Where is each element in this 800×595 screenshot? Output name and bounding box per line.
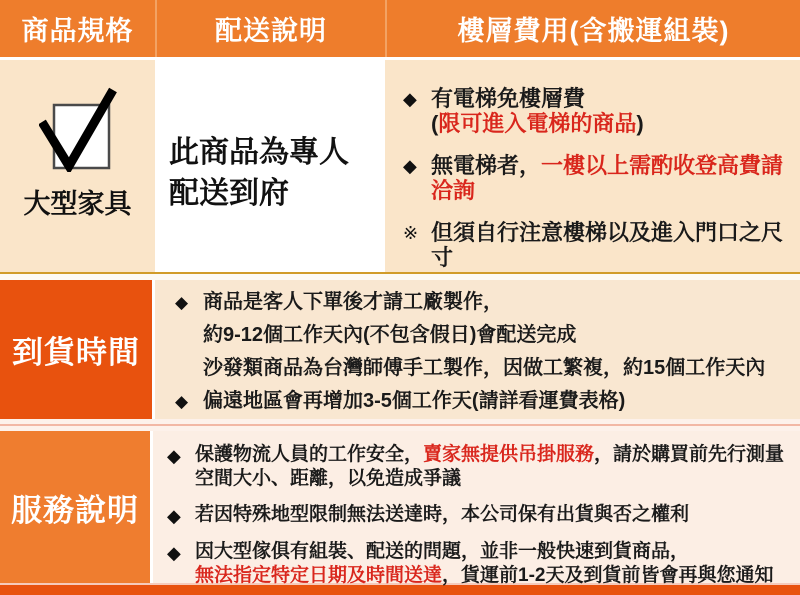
category-label: 大型家具	[23, 189, 132, 219]
floor-fee-cell	[385, 60, 800, 272]
list-item	[175, 286, 800, 319]
text-segment: 此商品為專人	[169, 136, 349, 169]
list-item-text	[431, 86, 796, 136]
text-segment: 因大型傢俱有組裝、配送的問題，並非一般快速到貨商品，	[195, 541, 690, 562]
list-item	[175, 352, 800, 385]
product-spec-cell	[0, 60, 155, 272]
text-segment: 賣家無提供吊掛服務	[423, 444, 595, 465]
header-cell-delivery-info: 配送說明	[155, 0, 385, 57]
text-segment: 偏遠地區會再增加3-5個工作天(請詳看運費表格)	[203, 390, 626, 412]
header-cell-product-spec: 商品規格	[21, 16, 134, 46]
bullet-marker-icon: ◆	[403, 156, 417, 176]
bullet-marker-icon: ◆	[403, 89, 417, 109]
row-divider	[0, 419, 800, 431]
service-notes-row	[0, 431, 800, 586]
list-item	[167, 540, 800, 587]
bullet-marker-icon: ※	[403, 223, 419, 243]
list-item-text	[203, 286, 503, 319]
text-segment: 無法指定特定日期及時間送達	[195, 564, 443, 586]
text-segment: 沙發類商品為台灣師傅手工製作，因做工繁複，約15個工作天內	[203, 357, 766, 379]
text-segment: ，貨運前1-2天及到貨前皆會再與您通知	[442, 564, 774, 586]
text-segment: ，請於購買前先行測量	[594, 444, 785, 465]
text-segment: 洽詢	[431, 178, 476, 203]
text-segment: 無電梯者，	[431, 153, 542, 178]
text-segment: 限可進入電梯的商品	[438, 111, 637, 136]
text-segment: 商品是客人下單後才請工廠製作，	[203, 291, 503, 313]
delivery-method-text	[169, 132, 375, 214]
salmon-divider-line	[0, 424, 800, 426]
list-item	[167, 443, 800, 490]
delivery-time-title: 到貨時間	[12, 335, 140, 370]
list-item	[175, 319, 800, 352]
delivery-time-title-cell	[0, 280, 152, 419]
bullet-marker-icon: ◆	[167, 446, 181, 466]
delivery-method-cell	[155, 60, 385, 272]
text-segment: )	[636, 111, 644, 136]
list-item-text	[203, 319, 576, 352]
text-segment: 寸	[431, 245, 454, 270]
text-segment: (	[431, 111, 439, 136]
text-segment: 有電梯免樓層費	[431, 86, 586, 111]
bullet-marker-icon: ◆	[175, 392, 189, 411]
list-item	[175, 385, 800, 418]
bullet-marker-icon: ◆	[167, 543, 181, 563]
text-segment: 但須自行注意樓梯以及進入門口之尺	[431, 220, 784, 245]
bullet-marker-icon: ◆	[175, 293, 189, 312]
list-item-text	[195, 503, 800, 527]
table-header-row	[0, 0, 800, 57]
text-segment: 配送到府	[169, 177, 289, 210]
service-notes-title-cell	[0, 431, 150, 583]
list-item	[403, 153, 800, 203]
text-segment: 保護物流人員的工作安全，	[195, 444, 424, 465]
text-segment: 約9-12個工作天內(不包含假日)會配送完成	[203, 324, 577, 346]
floor-fee-list	[403, 86, 800, 270]
delivery-time-content	[155, 280, 800, 419]
text-segment: 若因特殊地型限制無法送達時，本公司保有出貨與否之權利	[195, 504, 690, 525]
list-item-text	[203, 352, 765, 385]
bullet-marker-icon: ◆	[167, 506, 181, 526]
service-notes-title: 服務說明	[11, 492, 140, 528]
header-cell-floor-fee: 樓層費用(含搬運組裝)	[385, 0, 800, 57]
list-item-text	[195, 443, 800, 490]
text-segment: 空間大小、距離，以免造成爭議	[195, 467, 462, 489]
service-notes-content	[153, 431, 800, 586]
list-item	[167, 503, 800, 527]
checkbox-checked-icon	[39, 84, 117, 172]
list-item-text	[431, 220, 796, 270]
text-segment: 一樓以上需酌收登高費請	[541, 153, 784, 178]
list-item	[403, 86, 800, 136]
list-item	[403, 220, 800, 270]
product-row	[0, 60, 800, 272]
list-item-text	[195, 540, 800, 587]
list-item-text	[431, 153, 796, 203]
delivery-time-row	[0, 280, 800, 419]
list-item-text	[203, 385, 625, 418]
